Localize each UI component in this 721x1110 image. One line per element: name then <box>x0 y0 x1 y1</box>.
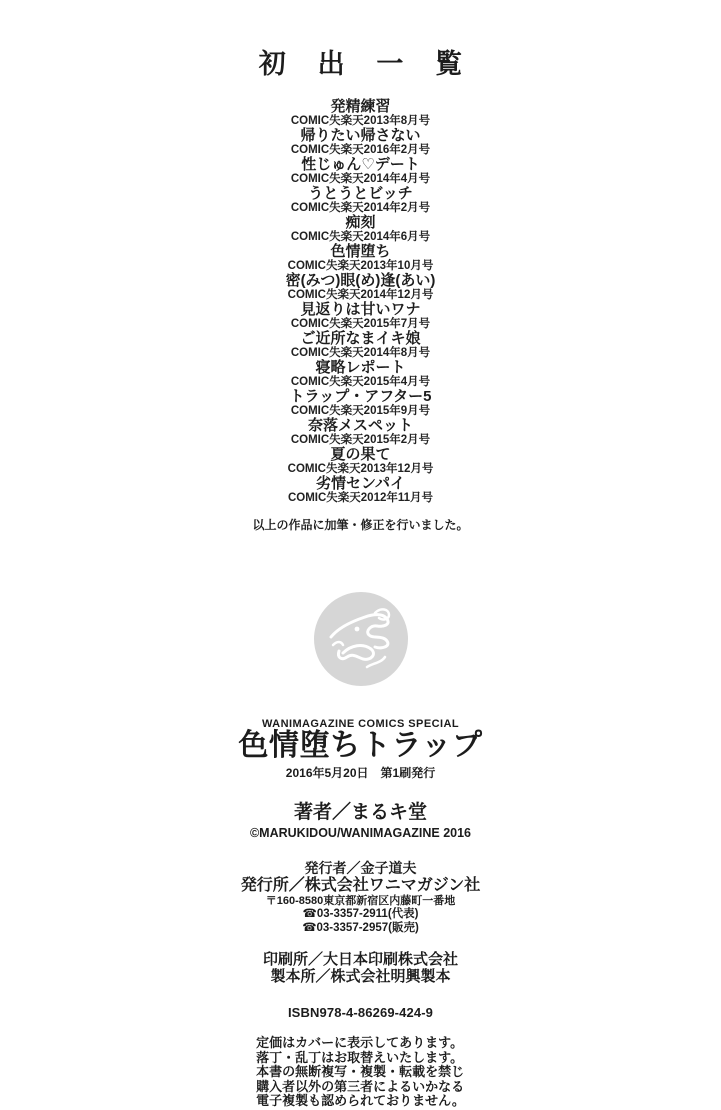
work-item <box>0 389 721 417</box>
printer-line: 印刷所／大日本印刷株式会社 <box>262 951 458 968</box>
work-item <box>0 215 721 243</box>
work-source-magazine: COMIC失楽天2013年12月号 <box>287 463 434 475</box>
work-source-magazine: COMIC失楽天2015年4月号 <box>290 376 431 388</box>
work-item <box>0 273 721 301</box>
work-item <box>0 360 721 388</box>
work-title: 見返りは甘いワナ <box>300 301 421 318</box>
publisher-address: 〒160-8580東京都新宿区内藤町一番地 <box>265 895 456 907</box>
book-title: 色情堕ちトラップ <box>238 729 483 762</box>
work-source-magazine: COMIC失楽天2014年4月号 <box>290 173 431 185</box>
work-source-magazine: COMIC失楽天2012年11月号 <box>287 492 434 504</box>
work-title: うとうとビッチ <box>308 185 413 202</box>
copyright-line: ©MARUKIDOU/WANIMAGAZINE 2016 <box>249 826 472 840</box>
work-item <box>0 186 721 214</box>
work-source-magazine: COMIC失楽天2015年7月号 <box>290 318 431 330</box>
work-title: 夏の果て <box>330 446 391 463</box>
work-item <box>0 418 721 446</box>
legal-notice-line: 本書の無断複写・複製・転載を禁じ <box>256 1064 465 1079</box>
work-source-magazine: COMIC失楽天2015年2月号 <box>290 434 431 446</box>
wanimagazine-crocodile-logo-icon <box>313 591 409 687</box>
series-label: WANIMAGAZINE COMICS SPECIAL <box>261 718 460 730</box>
work-title: 密(みつ)眼(め)逢(あい) <box>285 272 436 289</box>
work-item <box>0 302 721 330</box>
revision-note: 以上の作品に加筆・修正を行いました。 <box>252 518 469 532</box>
work-item <box>0 244 721 272</box>
work-item <box>0 157 721 185</box>
work-source-magazine: COMIC失楽天2014年12月号 <box>287 289 434 301</box>
work-title: 痴刻 <box>345 214 376 231</box>
phone-sales: ☎03-3357-2957(販売) <box>302 921 419 934</box>
work-title: 性じゅん♡デート <box>301 156 420 173</box>
work-source-magazine: COMIC失楽天2013年8月号 <box>290 115 431 127</box>
isbn: ISBN978-4-86269-424-9 <box>287 1005 434 1020</box>
work-item <box>0 99 721 127</box>
print-edition-info: 2016年5月20日 第1刷発行 <box>285 766 436 780</box>
work-title: 発精練習 <box>330 98 391 115</box>
publisher-logo-wrap <box>0 591 721 692</box>
legal-notice-line: 落丁・乱丁はお取替えいたします。 <box>256 1049 464 1065</box>
work-title: 劣情センパイ <box>316 475 405 492</box>
legal-notice-line: 電子複製も認められておりません。 <box>256 1093 465 1108</box>
legal-notice-line: 購入者以外の第三者によるいかなる <box>256 1078 465 1094</box>
legal-notice-block <box>256 1036 465 1109</box>
work-title: 寝略レポート <box>315 359 406 376</box>
work-title: 色情堕ち <box>330 243 391 260</box>
work-source-magazine: COMIC失楽天2015年9月号 <box>290 405 431 417</box>
work-title: ご近所なまイキ娘 <box>300 330 421 347</box>
publisher-person: 発行者／金子道夫 <box>304 860 417 876</box>
work-title: 帰りたい帰さない <box>300 127 421 144</box>
author-line: 著者／まるキ堂 <box>293 802 427 823</box>
work-item <box>0 128 721 156</box>
binder-line: 製本所／株式会社明興製本 <box>270 968 451 985</box>
work-title: トラップ・アフター5 <box>289 388 432 405</box>
work-source-magazine: COMIC失楽天2014年2月号 <box>290 202 431 214</box>
phone-main: ☎03-3357-2911(代表) <box>302 908 419 920</box>
publisher-block <box>0 860 721 935</box>
work-source-magazine: COMIC失楽天2013年10月号 <box>287 260 434 272</box>
legal-notice-line: 定価はカバーに表示してあります。 <box>256 1035 464 1050</box>
work-source-magazine: COMIC失楽天2014年8月号 <box>290 347 431 359</box>
first-publication-list <box>0 99 721 504</box>
work-item <box>0 476 721 504</box>
work-source-magazine: COMIC失楽天2016年2月号 <box>290 144 431 156</box>
work-item <box>0 447 721 475</box>
page-title: 初 出 一 覧 <box>258 49 475 79</box>
work-title: 奈落メスペット <box>307 417 413 434</box>
publisher-name: 発行所／株式会社ワニマガジン社 <box>240 877 481 894</box>
work-source-magazine: COMIC失楽天2014年6月号 <box>290 231 431 243</box>
work-item <box>0 331 721 359</box>
printer-block <box>0 951 721 985</box>
